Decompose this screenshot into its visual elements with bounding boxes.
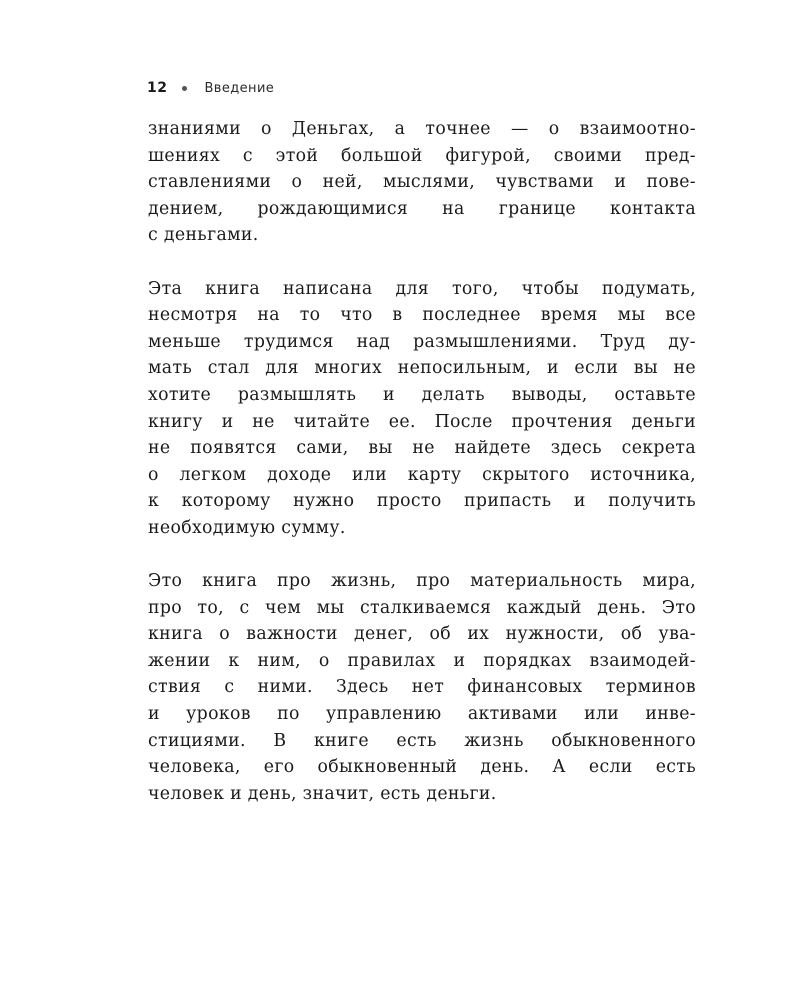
text-line: дением, рождающимися на границе контакта	[148, 198, 696, 219]
text-line: книгу и не читайте ее. После прочтения деньги	[148, 411, 696, 432]
text-line: мать стал для многих непосильным, и если вы не	[148, 358, 696, 379]
paragraph-2	[148, 276, 696, 542]
text-line: стициями. В книге есть жизнь обыкновенного	[148, 730, 696, 751]
paragraph-3	[148, 568, 696, 807]
text-line: с деньгами.	[148, 225, 259, 246]
section-title: Введение	[204, 80, 275, 96]
text-line: про то, с чем мы сталкиваемся каждый день. Это	[148, 597, 696, 618]
bullet-separator-icon	[182, 86, 187, 91]
text-line: о легком доходе или карту скрытого источника,	[148, 464, 696, 485]
page-number: 12	[147, 80, 168, 96]
text-line: знаниями о Деньгах, а точнее — о взаимоотно-	[148, 119, 696, 139]
text-line: Это книга про жизнь, про материальность мира,	[148, 571, 696, 592]
body-text	[148, 116, 696, 834]
text-line: и уроков по управлению активами или инве-	[148, 704, 696, 725]
paragraph-1	[148, 116, 696, 249]
text-line: человек и день, значит, есть деньги.	[148, 783, 497, 804]
text-line: книга о важности денег, об их нужности, об ува-	[148, 624, 696, 645]
text-line: к которому нужно просто припасть и получить	[148, 491, 696, 512]
text-line: человека, его обыкновенный день. А если есть	[148, 757, 696, 778]
text-line: не появятся сами, вы не найдете здесь секрета	[148, 438, 696, 459]
text-line: хотите размышлять и делать выводы, оставьте	[148, 384, 696, 405]
text-line: ставлениями о ней, мыслями, чувствами и пове-	[148, 172, 696, 193]
text-line: несмотря на то что в последнее время мы все	[148, 305, 696, 326]
text-line: Эта книга написана для того, чтобы подумать,	[148, 278, 696, 299]
running-head	[147, 77, 274, 99]
text-line: ствия с ними. Здесь нет финансовых терминов	[148, 677, 696, 698]
text-line: жении к ним, о правилах и порядках взаимодей-	[148, 650, 696, 671]
text-line: необходимую сумму.	[148, 517, 346, 538]
text-line: шениях с этой большой фигурой, своими пред-	[148, 145, 696, 166]
text-line: меньше трудимся над размышлениями. Труд ду-	[148, 331, 696, 352]
